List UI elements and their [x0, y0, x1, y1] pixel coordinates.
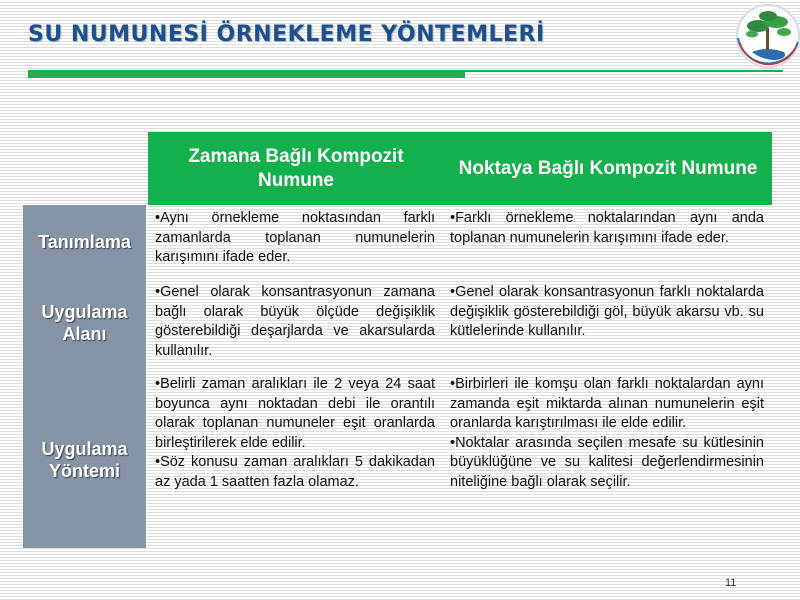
table-cell — [155, 209, 435, 268]
slide-title: SU NUMUNESİ ÖRNEKLEME YÖNTEMLERİ — [28, 22, 545, 47]
cell-text: •Belirli zaman aralıkları ile 2 veya 24 saat boyunca aynı noktadan debi ile orantılı olarak toplanan numuneler eşit oranlarda birleştirilerek elde edilir. — [155, 376, 435, 451]
table-cell — [450, 209, 764, 248]
cell-text: •Genel olarak konsantrasyonun farklı noktalarda değişiklik gösterebildiği göl, büyük akarsu vb. su kütlelerinde kullanılır. — [450, 284, 764, 339]
cell-text: •Genel olarak konsantrasyonun zamana bağlı olarak büyük ölçüde değişiklik gösterebildiği deşarjlarda ve akarsularda kullanılır. — [155, 284, 435, 359]
column-header-point-composite: Noktaya Bağlı Kompozit Numune — [458, 157, 758, 179]
column-header-time-composite: Zamana Bağlı Kompozit Numune — [188, 145, 404, 191]
cell-text: •Farklı örnekleme noktalarından aynı anda toplanan numunelerin karışımını ifade eder. — [450, 210, 764, 246]
cell-text: •Söz konusu zaman aralıkları 5 dakikadan az yada 1 saatten fazla olamaz. — [155, 454, 435, 490]
table-cell — [155, 375, 435, 492]
row-label-definition: Tanımlama — [38, 232, 131, 252]
cell-text: •Birbirleri ile komşu olan farklı noktalardan aynı zamanda eşit miktarda alınan numunelerin eşit oranlarda karıştırılması ile elde edilir. — [450, 376, 764, 431]
cell-text: •Aynı örnekleme noktasından farklı zamanlarda toplanan numunelerin karışımını ifade eder. — [155, 210, 435, 265]
table-cell — [450, 283, 764, 342]
cell-text: •Noktalar arasında seçilen mesafe su kütlesinin büyüklüğüne ve su kalitesi değerlendirmesinin niteliğine bağlı olarak seçilir. — [450, 434, 764, 490]
tree-logo-icon — [726, 2, 800, 76]
title-underline-thick — [28, 70, 465, 78]
table-cell — [155, 283, 435, 361]
table-cell — [450, 375, 764, 492]
row-label-application-area: Uygulama Alanı — [41, 302, 128, 344]
page-number: 11 — [725, 577, 737, 589]
row-label-application-method: Uygulama Yöntemi — [41, 439, 128, 481]
